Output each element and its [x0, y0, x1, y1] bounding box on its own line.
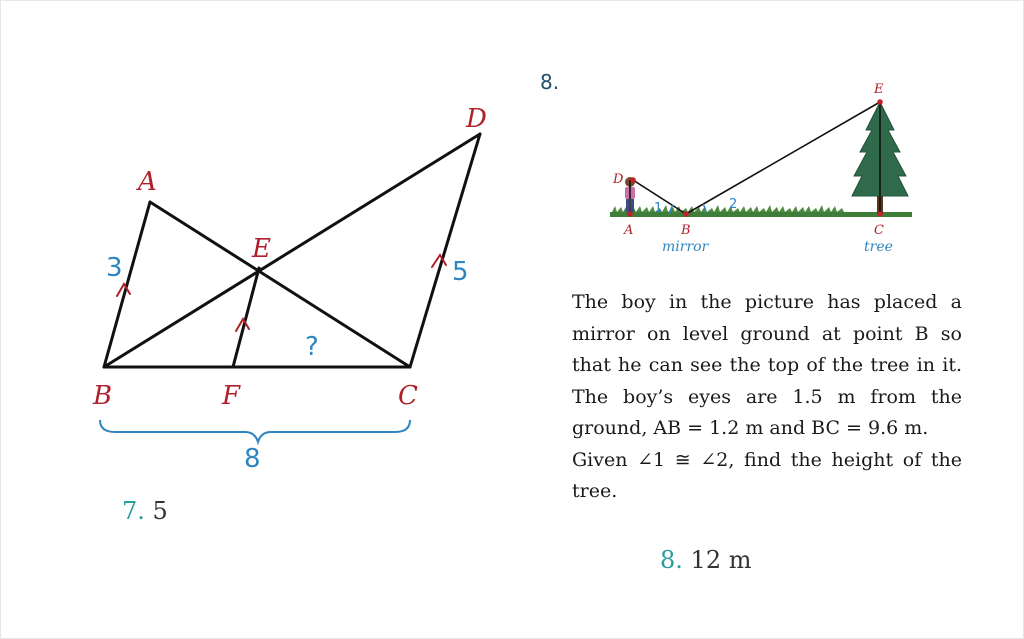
vertex-d-label: D — [466, 104, 487, 134]
tree-caption: tree — [864, 239, 893, 255]
problem-8-number: 8. — [540, 70, 560, 94]
label-c: C — [874, 223, 884, 238]
label-b: B — [681, 223, 691, 238]
vertex-a-label: A — [138, 167, 157, 197]
vertex-f-label: F — [222, 381, 241, 411]
angle-1-label: 1 — [654, 201, 663, 216]
answer-8-value: 12 m — [690, 546, 752, 574]
vertex-e-label: E — [252, 234, 271, 264]
point-e — [877, 99, 883, 105]
label-a: A — [624, 223, 634, 238]
point-a — [627, 211, 633, 217]
cd-length-label: 5 — [452, 257, 469, 287]
problem-8-question: Given ∠1 ≅ ∠2, find the height of the tree. — [572, 448, 962, 502]
answer-7-value: 5 — [152, 497, 168, 525]
line-be — [686, 102, 880, 214]
bc-length-label: 8 — [244, 444, 261, 474]
angle-2-label: 2 — [729, 197, 738, 212]
point-b — [683, 211, 689, 217]
answer-8 — [660, 546, 751, 574]
label-d: D — [613, 172, 624, 187]
vertex-b-label: B — [93, 381, 113, 411]
answer-7-number: 7. — [122, 497, 145, 525]
vertex-c-label: C — [398, 381, 418, 411]
answer-8-number: 8. — [660, 546, 683, 574]
mirror-caption: mirror — [662, 239, 709, 255]
problem-8-statement: The boy in the picture has placed a mirror on level ground at point B so that he can see the top of the tree in it. The boy’s eyes are 1.5 m from the ground, AB = 1.2 m and BC = 9.6 m. — [572, 291, 962, 439]
ab-length-label: 3 — [106, 253, 123, 283]
point-d — [630, 177, 636, 183]
point-c — [877, 211, 883, 217]
unknown-length-label: ? — [305, 332, 319, 362]
answer-7 — [122, 497, 168, 525]
problem-8-text — [572, 287, 962, 508]
label-e: E — [874, 82, 884, 97]
